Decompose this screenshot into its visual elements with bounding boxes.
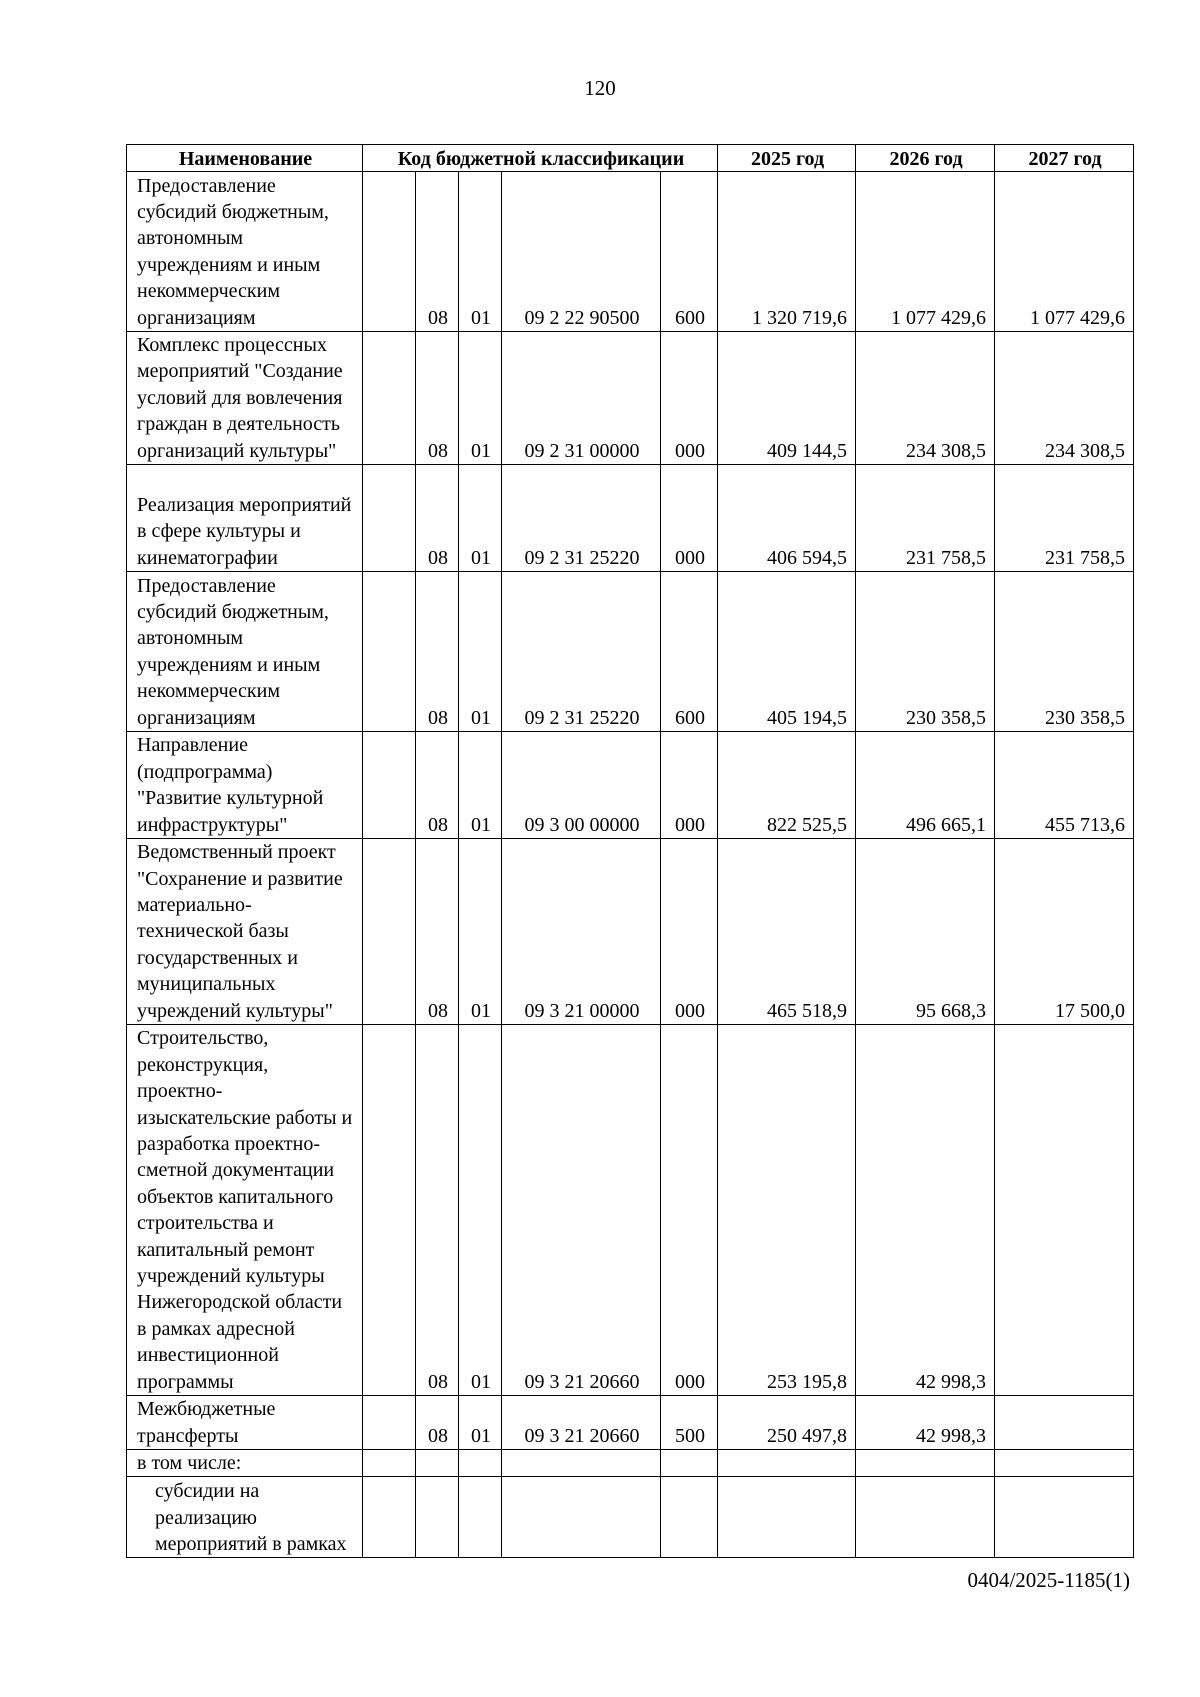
header-name: Наименование xyxy=(127,145,363,172)
row-pr: 01 xyxy=(459,172,502,332)
row-rz xyxy=(416,1450,459,1477)
row-ved xyxy=(363,572,416,732)
row-vr: 600 xyxy=(661,572,718,732)
table-row xyxy=(127,572,1134,732)
row-2025: 406 594,5 xyxy=(718,465,856,572)
row-2025: 465 518,9 xyxy=(718,839,856,1025)
row-pr: 01 xyxy=(459,1025,502,1396)
row-vr: 000 xyxy=(661,465,718,572)
row-2025 xyxy=(718,1477,856,1558)
row-name: субсидии на реализацию мероприятий в рамках xyxy=(127,1477,363,1558)
row-2026: 230 358,5 xyxy=(856,572,995,732)
row-2026: 42 998,3 xyxy=(856,1396,995,1450)
row-csr: 09 2 31 25220 xyxy=(502,465,661,572)
budget-table xyxy=(126,144,1134,1558)
row-2025: 1 320 719,6 xyxy=(718,172,856,332)
row-csr: 09 2 31 25220 xyxy=(502,572,661,732)
row-name: Направление (подпрограмма) "Развитие культурной инфраструктуры" xyxy=(127,732,363,839)
row-pr: 01 xyxy=(459,572,502,732)
table-row xyxy=(127,1450,1134,1477)
table-row xyxy=(127,465,1134,572)
row-vr: 000 xyxy=(661,732,718,839)
row-vr: 500 xyxy=(661,1396,718,1450)
row-2025: 253 195,8 xyxy=(718,1025,856,1396)
row-name: Реализация мероприятий в сфере культуры и кинематографии xyxy=(127,465,363,572)
row-pr xyxy=(459,1450,502,1477)
row-2025: 409 144,5 xyxy=(718,332,856,465)
row-2025: 822 525,5 xyxy=(718,732,856,839)
row-ved xyxy=(363,465,416,572)
document-code: 0404/2025-1185(1) xyxy=(967,1568,1130,1592)
table-row xyxy=(127,732,1134,839)
row-ved xyxy=(363,1477,416,1558)
row-2026 xyxy=(856,1477,995,1558)
row-name: Предоставление субсидий бюджетным, автономным учреждениям и иным некоммерческим организациям xyxy=(127,172,363,332)
row-2027 xyxy=(995,1396,1134,1450)
row-2026: 234 308,5 xyxy=(856,332,995,465)
page-number: 120 xyxy=(584,76,616,100)
row-pr: 01 xyxy=(459,732,502,839)
row-vr: 000 xyxy=(661,332,718,465)
row-2027: 231 758,5 xyxy=(995,465,1134,572)
row-vr: 000 xyxy=(661,839,718,1025)
row-2025: 405 194,5 xyxy=(718,572,856,732)
row-2026: 95 668,3 xyxy=(856,839,995,1025)
table-row xyxy=(127,1025,1134,1396)
row-csr xyxy=(502,1450,661,1477)
row-2027: 455 713,6 xyxy=(995,732,1134,839)
row-vr: 000 xyxy=(661,1025,718,1396)
row-pr: 01 xyxy=(459,332,502,465)
table-row xyxy=(127,1477,1134,1558)
row-2027: 17 500,0 xyxy=(995,839,1134,1025)
row-ved xyxy=(363,732,416,839)
row-ved xyxy=(363,839,416,1025)
row-pr: 01 xyxy=(459,1396,502,1450)
row-2027 xyxy=(995,1477,1134,1558)
row-pr xyxy=(459,1477,502,1558)
row-name: Комплекс процессных мероприятий "Создание условий для вовлечения граждан в деятельность организаций культуры" xyxy=(127,332,363,465)
table-row xyxy=(127,1396,1134,1450)
row-rz xyxy=(416,1477,459,1558)
row-2027: 1 077 429,6 xyxy=(995,172,1134,332)
row-2026: 42 998,3 xyxy=(856,1025,995,1396)
row-csr: 09 3 21 20660 xyxy=(502,1025,661,1396)
row-name: Ведомственный проект "Сохранение и развитие материально-технической базы государственных и муниципальных учреждений культуры" xyxy=(127,839,363,1025)
row-csr: 09 2 31 00000 xyxy=(502,332,661,465)
row-rz: 08 xyxy=(416,465,459,572)
table-row xyxy=(127,839,1134,1025)
row-name: Межбюджетные трансферты xyxy=(127,1396,363,1450)
row-csr: 09 2 22 90500 xyxy=(502,172,661,332)
row-rz: 08 xyxy=(416,732,459,839)
row-vr xyxy=(661,1477,718,1558)
row-rz: 08 xyxy=(416,839,459,1025)
row-name: Строительство, реконструкция, проектно-изыскательские работы и разработка проектно-сметной документации объектов капитального строительства и капитальный ремонт учреждений культуры Нижегородской области в рамках адресной инвестиционной программы xyxy=(127,1025,363,1396)
row-rz: 08 xyxy=(416,572,459,732)
header-2027: 2027 год xyxy=(995,145,1134,172)
row-2025 xyxy=(718,1450,856,1477)
table-row xyxy=(127,332,1134,465)
row-2026: 1 077 429,6 xyxy=(856,172,995,332)
row-2025: 250 497,8 xyxy=(718,1396,856,1450)
row-csr xyxy=(502,1477,661,1558)
row-rz: 08 xyxy=(416,172,459,332)
row-2027: 234 308,5 xyxy=(995,332,1134,465)
table-header-row xyxy=(127,145,1134,172)
row-rz: 08 xyxy=(416,332,459,465)
row-2026: 231 758,5 xyxy=(856,465,995,572)
row-csr: 09 3 21 00000 xyxy=(502,839,661,1025)
row-rz: 08 xyxy=(416,1025,459,1396)
row-ved xyxy=(363,172,416,332)
row-name: в том числе: xyxy=(127,1450,363,1477)
row-csr: 09 3 00 00000 xyxy=(502,732,661,839)
row-ved xyxy=(363,332,416,465)
row-vr xyxy=(661,1450,718,1477)
row-ved xyxy=(363,1450,416,1477)
row-2027 xyxy=(995,1025,1134,1396)
row-ved xyxy=(363,1396,416,1450)
header-2026: 2026 год xyxy=(856,145,995,172)
row-vr: 600 xyxy=(661,172,718,332)
row-ved xyxy=(363,1025,416,1396)
row-rz: 08 xyxy=(416,1396,459,1450)
table-row xyxy=(127,172,1134,332)
row-2027 xyxy=(995,1450,1134,1477)
row-2026 xyxy=(856,1450,995,1477)
header-code: Код бюджетной классификации xyxy=(363,145,718,172)
header-2025: 2025 год xyxy=(718,145,856,172)
row-name: Предоставление субсидий бюджетным, автономным учреждениям и иным некоммерческим организациям xyxy=(127,572,363,732)
row-csr: 09 3 21 20660 xyxy=(502,1396,661,1450)
row-2027: 230 358,5 xyxy=(995,572,1134,732)
row-pr: 01 xyxy=(459,465,502,572)
row-pr: 01 xyxy=(459,839,502,1025)
row-2026: 496 665,1 xyxy=(856,732,995,839)
